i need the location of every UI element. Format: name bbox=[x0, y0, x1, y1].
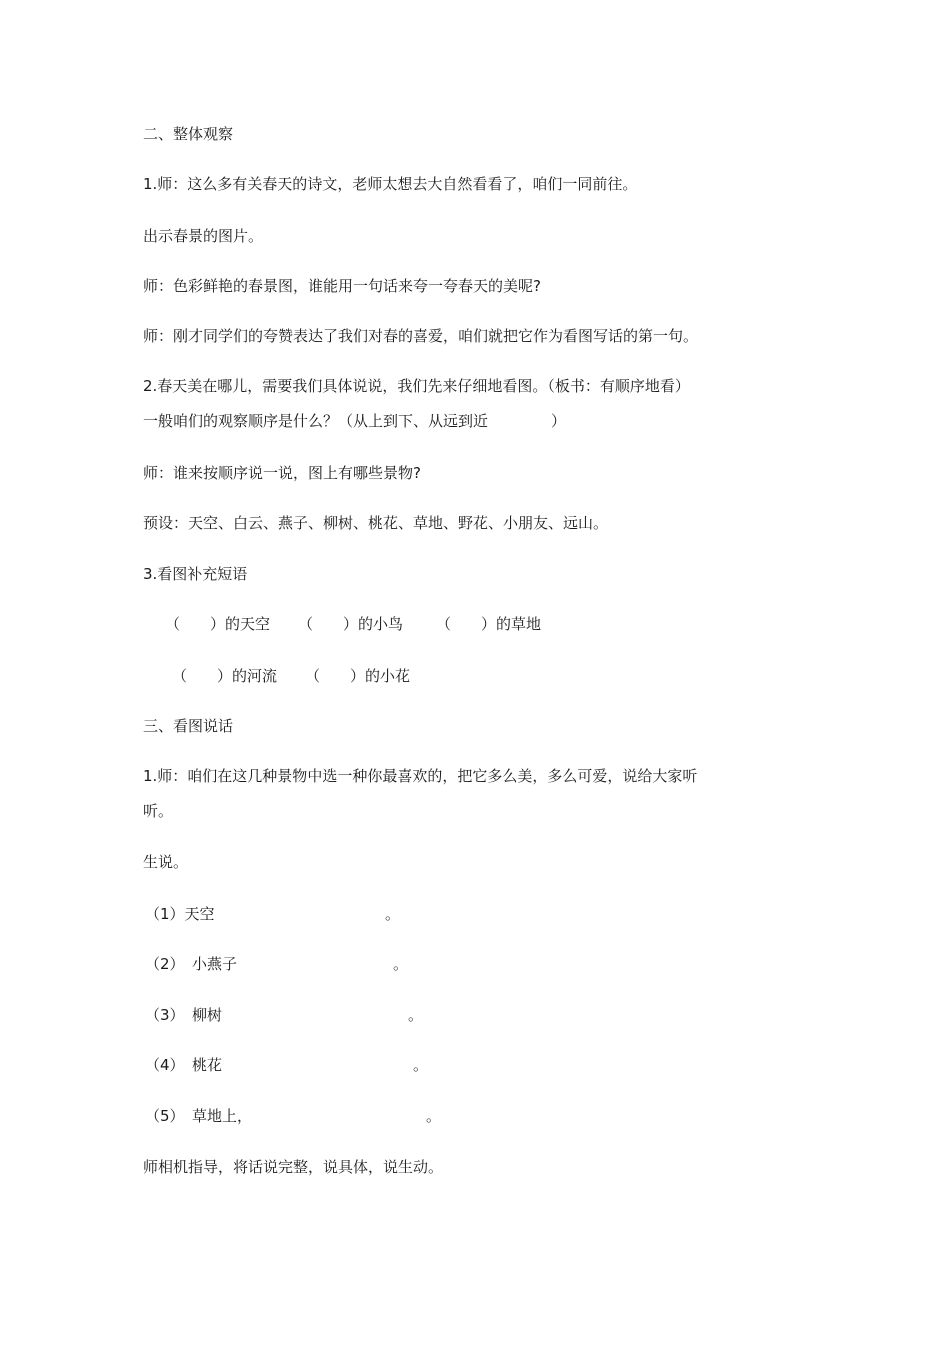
list-item-label: （1）天空 bbox=[145, 905, 215, 923]
paragraph: 预设：天空、白云、燕子、柳树、桃花、草地、野花、小朋友、远山。 bbox=[143, 514, 609, 532]
paragraph-continuation bbox=[143, 411, 488, 431]
list-item-end: 。 bbox=[413, 1056, 429, 1074]
list-item-end: 。 bbox=[426, 1107, 442, 1125]
phrase-blank: （ ）的天空 bbox=[165, 615, 271, 633]
paragraph: 2.春天美在哪儿，需要我们具体说说，我们先来仔细地看图。（板书：有顺序地看） bbox=[143, 377, 690, 395]
list-item-label: （3） 柳树 bbox=[145, 1006, 223, 1024]
paragraph: 出示春景的图片。 bbox=[143, 227, 264, 245]
paragraph: 师：色彩鲜艳的春景图，谁能用一句话来夸一夸春天的美呢? bbox=[143, 277, 541, 295]
phrase-blank: （ ）的小花 bbox=[305, 667, 411, 685]
paragraph-text: 一般咱们的观察顺序是什么？（从上到下、从远到近 bbox=[143, 412, 489, 430]
phrase-blank: （ ）的小鸟 bbox=[298, 615, 404, 633]
paragraph: 1.师：这么多有关春天的诗文，老师太想去大自然看看了，咱们一同前往。 bbox=[143, 175, 638, 193]
list-item-end: 。 bbox=[393, 955, 409, 973]
list-item-label: （4） 桃花 bbox=[145, 1056, 223, 1074]
section-heading-picture-talk: 三、看图说话 bbox=[143, 717, 234, 735]
paragraph: 1.师：咱们在这几种景物中选一种你最喜欢的，把它多么美，多么可爱，说给大家听 bbox=[143, 767, 698, 785]
paragraph: 3.看图补充短语 bbox=[143, 565, 248, 583]
list-item-end: 。 bbox=[408, 1006, 424, 1024]
list-item-end: 。 bbox=[385, 905, 401, 923]
paragraph: 生说。 bbox=[143, 853, 189, 871]
list-item-label: （5） 草地上， bbox=[145, 1107, 253, 1125]
paragraph: 师：谁来按顺序说一说，图上有哪些景物? bbox=[143, 464, 421, 482]
paragraph-continuation: 听。 bbox=[143, 802, 174, 820]
closing-paragraph: 师相机指导，将话说完整，说具体，说生动。 bbox=[143, 1158, 444, 1176]
section-heading-overall-observation: 二、整体观察 bbox=[143, 125, 234, 143]
closing-paren: ） bbox=[551, 412, 567, 430]
list-item-label: （2） 小燕子 bbox=[145, 955, 238, 973]
phrase-blank: （ ）的草地 bbox=[436, 615, 542, 633]
phrase-blank: （ ）的河流 bbox=[172, 667, 278, 685]
paragraph: 师：刚才同学们的夸赞表达了我们对春的喜爱，咱们就把它作为看图写话的第一句。 bbox=[143, 327, 699, 345]
